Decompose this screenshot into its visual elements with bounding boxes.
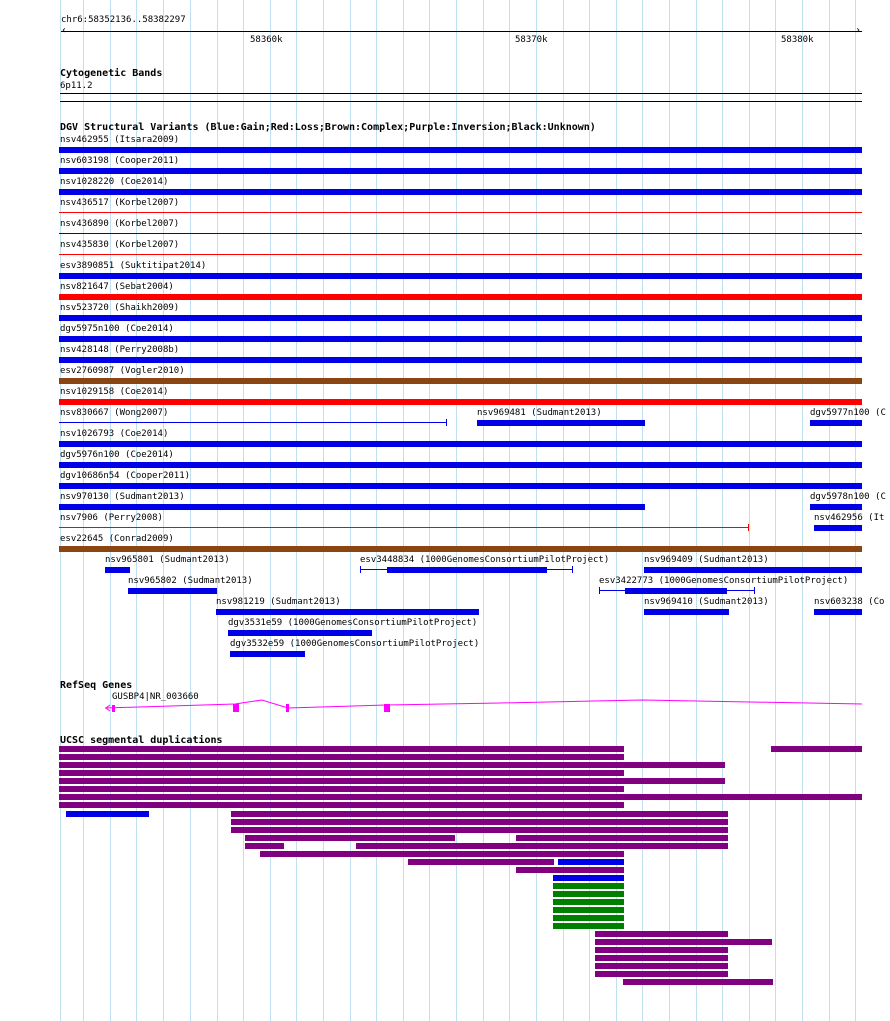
grid-line — [376, 0, 377, 1021]
dgv-feature[interactable] — [216, 609, 479, 615]
dgv-feature[interactable] — [59, 483, 862, 489]
grid-line — [483, 0, 484, 1021]
dgv-feature[interactable] — [230, 651, 305, 657]
dgv-feature[interactable] — [105, 567, 130, 573]
ruler-label-58370k: 58370k — [515, 35, 548, 45]
dgv-label[interactable]: nsv435830 (Korbel2007) — [60, 240, 180, 250]
dgv-feature[interactable] — [644, 567, 862, 573]
dgv-feature[interactable] — [59, 315, 862, 321]
dgv-feature[interactable] — [59, 357, 862, 363]
segdup-feature[interactable] — [595, 931, 728, 937]
grid-line — [642, 0, 643, 1021]
dgv-label[interactable]: esv3448834 (1000GenomesConsortiumPilotProject) — [360, 555, 610, 565]
dgv-feature-end — [748, 524, 749, 531]
segdup-feature[interactable] — [59, 762, 725, 768]
dgv-label[interactable]: nsv603238 (Co — [814, 597, 885, 607]
segdup-feature[interactable] — [595, 939, 772, 945]
dgv-label[interactable]: nsv981219 (Sudmant2013) — [216, 597, 341, 607]
dgv-label[interactable]: esv3890851 (Suktitipat2014) — [60, 261, 207, 271]
segdup-feature[interactable] — [245, 843, 284, 849]
grid-line — [350, 0, 351, 1021]
segdup-feature[interactable] — [59, 754, 624, 760]
dgv-label[interactable]: nsv1028220 (Coe2014) — [60, 177, 169, 187]
dgv-feature[interactable] — [59, 422, 447, 423]
grid-line — [190, 0, 191, 1021]
grid-line — [60, 0, 61, 1021]
dgv-feature-end — [754, 587, 755, 594]
dgv-label[interactable]: dgv3532e59 (1000GenomesConsortiumPilotProject) — [230, 639, 480, 649]
segdup-feature[interactable] — [356, 843, 728, 849]
segdup-feature[interactable] — [59, 778, 725, 784]
segdup-feature[interactable] — [59, 770, 624, 776]
dgv-feature[interactable] — [59, 504, 645, 510]
dgv-feature[interactable] — [814, 525, 862, 531]
segdup-feature[interactable] — [66, 811, 149, 817]
dgv-label[interactable]: nsv970130 (Sudmant2013) — [60, 492, 185, 502]
gene-exon — [286, 704, 289, 712]
ruler-label-58360k: 58360k — [250, 35, 283, 45]
segdup-feature[interactable] — [595, 947, 728, 953]
dgv-label[interactable]: nsv965801 (Sudmant2013) — [105, 555, 230, 565]
segdup-feature[interactable] — [553, 883, 624, 889]
ruler-axis — [61, 31, 862, 32]
segdup-feature[interactable] — [553, 923, 624, 929]
segdup-feature[interactable] — [553, 915, 624, 921]
grid-line — [429, 0, 430, 1021]
dgv-label[interactable]: esv22645 (Conrad2009) — [60, 534, 174, 544]
dgv-label[interactable]: dgv5976n100 (Coe2014) — [60, 450, 174, 460]
dgv-feature[interactable] — [59, 233, 862, 234]
segdup-feature[interactable] — [558, 859, 624, 865]
grid-line — [270, 0, 271, 1021]
dgv-label[interactable]: dgv10686n54 (Cooper2011) — [60, 471, 191, 481]
segdup-feature[interactable] — [59, 802, 624, 808]
dgv-label[interactable]: dgv5977n100 (C — [810, 408, 886, 418]
dgv-label[interactable]: dgv5975n100 (Coe2014) — [60, 324, 174, 334]
dgv-feature[interactable] — [59, 147, 862, 153]
grid-line — [403, 0, 404, 1021]
dgv-feature[interactable] — [59, 527, 749, 528]
grid-line — [829, 0, 830, 1021]
dgv-label[interactable]: esv2760987 (Vogler2010) — [60, 366, 185, 376]
grid-line — [136, 0, 137, 1021]
dgv-feature[interactable] — [59, 546, 862, 552]
dgv-feature[interactable] — [59, 189, 862, 195]
dgv-feature[interactable] — [59, 294, 862, 300]
gene-intron-line — [105, 700, 862, 708]
dgv-feature[interactable] — [625, 588, 727, 594]
segdup-feature[interactable] — [245, 835, 455, 841]
segdup-feature[interactable] — [595, 963, 728, 969]
dgv-feature[interactable] — [59, 254, 862, 255]
dgv-track-title[interactable]: DGV Structural Variants (Blue:Gain;Red:Loss;Brown:Complex;Purple:Inversion;Black:Unknown) — [60, 122, 596, 133]
dgv-label[interactable]: nsv830667 (Wong2007) — [60, 408, 169, 418]
cytoband-bottom-line — [60, 101, 862, 102]
ruler-arrow-left-icon: ‹ — [61, 25, 68, 36]
dgv-label[interactable]: nsv969481 (Sudmant2013) — [477, 408, 602, 418]
segdup-feature[interactable] — [231, 819, 728, 825]
grid-line — [110, 0, 111, 1021]
dgv-feature[interactable] — [59, 212, 862, 213]
grid-line — [749, 0, 750, 1021]
dgv-label[interactable]: nsv428148 (Perry2008b) — [60, 345, 180, 355]
grid-line — [696, 0, 697, 1021]
dgv-feature[interactable] — [59, 273, 862, 279]
segdup-feature[interactable] — [260, 851, 624, 857]
segdup-feature[interactable] — [408, 859, 554, 865]
dgv-feature[interactable] — [59, 462, 862, 468]
dgv-feature[interactable] — [59, 441, 862, 447]
dgv-label[interactable]: esv3422773 (1000GenomesConsortiumPilotProject) — [599, 576, 849, 586]
gene-exon — [112, 705, 115, 712]
dgv-label[interactable]: nsv462956 (It — [814, 513, 885, 523]
segdup-feature[interactable] — [516, 867, 624, 873]
dgv-label[interactable]: nsv462955 (Itsara2009) — [60, 135, 180, 145]
dgv-feature[interactable] — [228, 630, 372, 636]
segdup-feature[interactable] — [231, 827, 728, 833]
dgv-label[interactable]: nsv436517 (Korbel2007) — [60, 198, 180, 208]
dgv-feature[interactable] — [387, 567, 547, 573]
grid-line — [296, 0, 297, 1021]
segdup-feature[interactable] — [595, 955, 728, 961]
ruler-position: chr6:58352136..58382297 — [61, 15, 186, 25]
ruler-label-58380k: 58380k — [781, 35, 814, 45]
dgv-feature[interactable] — [814, 609, 862, 615]
grid-line — [323, 0, 324, 1021]
gene-exon — [384, 704, 390, 712]
segdup-feature[interactable] — [595, 971, 728, 977]
grid-line — [243, 0, 244, 1021]
dgv-label[interactable]: nsv523720 (Shaikh2009) — [60, 303, 180, 313]
dgv-feature[interactable] — [59, 378, 862, 384]
segdup-feature[interactable] — [623, 979, 773, 985]
dgv-feature[interactable] — [810, 504, 862, 510]
dgv-feature-end — [360, 566, 361, 573]
dgv-feature[interactable] — [644, 609, 729, 615]
grid-line — [163, 0, 164, 1021]
refseq-gene-label[interactable]: GUSBP4|NR_003660 — [112, 692, 199, 702]
segdup-feature[interactable] — [553, 907, 624, 913]
segdup-feature[interactable] — [553, 891, 624, 897]
cytoband-track-title[interactable]: Cytogenetic Bands — [60, 68, 163, 79]
dgv-label[interactable]: nsv965802 (Sudmant2013) — [128, 576, 253, 586]
dgv-label[interactable]: dgv3531e59 (1000GenomesConsortiumPilotProject) — [228, 618, 478, 628]
refseq-gene-model[interactable] — [0, 695, 890, 720]
cytoband-label: 6p11.2 — [60, 81, 93, 91]
dgv-label[interactable]: nsv969410 (Sudmant2013) — [644, 597, 769, 607]
segdup-feature[interactable] — [771, 746, 862, 752]
segdup-feature[interactable] — [231, 811, 728, 817]
dgv-feature[interactable] — [59, 399, 862, 405]
segdup-feature[interactable] — [59, 746, 624, 752]
dgv-label[interactable]: nsv603198 (Cooper2011) — [60, 156, 180, 166]
dgv-feature[interactable] — [59, 168, 862, 174]
ruler-arrow-right-icon: › — [855, 25, 862, 36]
dgv-label[interactable]: nsv7906 (Perry2008) — [60, 513, 163, 523]
dgv-label[interactable]: dgv5978n100 (C — [810, 492, 886, 502]
segdup-feature[interactable] — [59, 794, 862, 800]
refseq-track-title[interactable]: RefSeq Genes — [60, 680, 133, 691]
grid-line — [855, 0, 856, 1021]
dgv-label[interactable]: nsv821647 (Sebat2004) — [60, 282, 174, 292]
dgv-feature[interactable] — [810, 420, 862, 426]
grid-line — [669, 0, 670, 1021]
dgv-label[interactable]: nsv1029158 (Coe2014) — [60, 387, 169, 397]
dgv-label[interactable]: nsv1026793 (Coe2014) — [60, 429, 169, 439]
segdup-feature[interactable] — [553, 875, 624, 881]
gene-exon — [233, 704, 239, 712]
grid-line — [722, 0, 723, 1021]
dgv-feature[interactable] — [477, 420, 645, 426]
grid-line — [775, 0, 776, 1021]
dgv-feature-end — [599, 587, 600, 594]
grid-line — [217, 0, 218, 1021]
dgv-label[interactable]: nsv436890 (Korbel2007) — [60, 219, 180, 229]
segdup-feature[interactable] — [516, 835, 728, 841]
dgv-label[interactable]: nsv969409 (Sudmant2013) — [644, 555, 769, 565]
grid-line — [456, 0, 457, 1021]
segdup-feature[interactable] — [553, 899, 624, 905]
dgv-feature[interactable] — [128, 588, 217, 594]
grid-line — [802, 0, 803, 1021]
grid-line — [83, 0, 84, 1021]
dgv-feature-end — [572, 566, 573, 573]
segdup-feature[interactable] — [59, 786, 624, 792]
grid-line — [509, 0, 510, 1021]
dgv-feature-end — [446, 419, 447, 426]
segdup-track-title[interactable]: UCSC segmental duplications — [60, 735, 223, 746]
cytoband-top-line — [60, 93, 862, 94]
dgv-feature[interactable] — [59, 336, 862, 342]
